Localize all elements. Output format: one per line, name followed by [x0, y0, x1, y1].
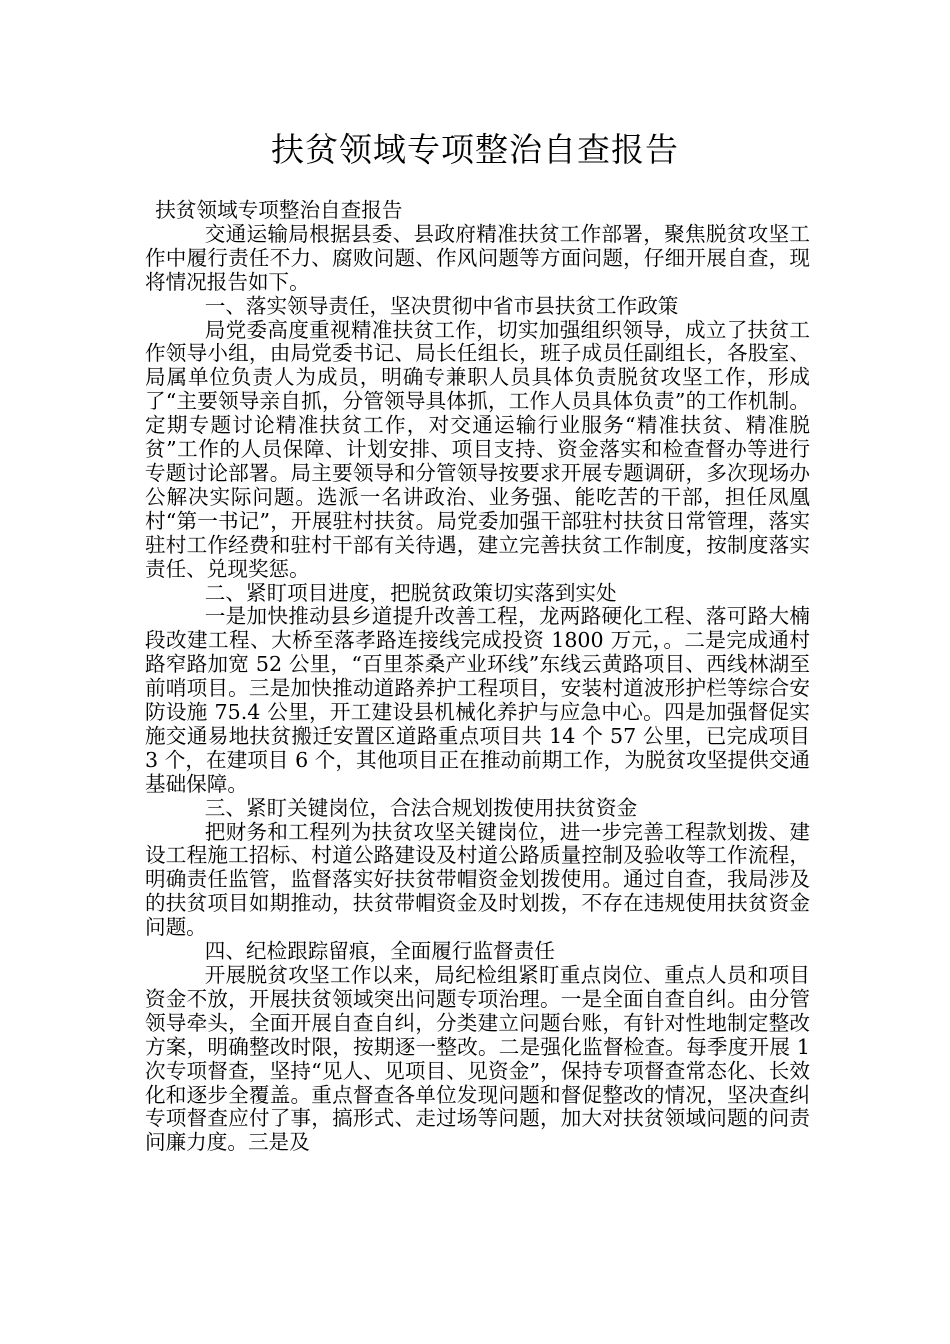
section-3-paragraph: 把财务和工程列为扶贫攻坚关键岗位，进一步完善工程款划拨、建设工程施工招标、村道公路建设及村道公路质量控制及验收等工作流程，明确责任监管，监督落实好扶贫带帽资金划拨使用。通过自查，我局涉及的扶贫项目如期推动，扶贫带帽资金及时划拨，不存在违规使用扶贫资金问题。 — [145, 819, 810, 940]
section-4-paragraph: 开展脱贫攻坚工作以来，局纪检组紧盯重点岗位、重点人员和项目资金不放，开展扶贫领域突出问题专项治理。一是全面自查自纠。由分管领导牵头，全面开展自查自纠，分类建立问题台账，有针对性地制定整改方案，明确整改时限，按期逐一整改。二是强化监督检查。每季度开展 1 次专项督查，坚持“见人、见项目、见资金”，保持专项督查常态化、长效化和逐步全覆盖。重点督查各单位发现问题和督促整改的情况，坚决查纠专项督查应付了事，搞形式、走过场等问题，加大对扶贫领域问题的问责问廉力度。三是及 — [145, 963, 810, 1155]
section-1-paragraph: 局党委高度重视精准扶贫工作，切实加强组织领导，成立了扶贫工作领导小组，由局党委书记、局长任组长，班子成员任副组长，各股室、局属单位负责人为成员，明确专兼职人员具体负责脱贫攻坚工作，形成了“主要领导亲自抓，分管领导具体抓，工作人员具体负责”的工作机制。定期专题讨论精准扶贫工作，对交通运输行业服务“精准扶贫、精准脱贫”工作的人员保障、计划安排、项目支持、资金落实和检查督办等进行专题讨论部署。局主要领导和分管领导按要求开展专题调研，多次现场办公解决实际问题。选派一名讲政治、业务强、能吃苦的干部，担任凤凰村“第一书记”，开展驻村扶贫。局党委加强干部驻村扶贫日常管理，落实驻村工作经费和驻村干部有关待遇，建立完善扶贫工作制度，按制度落实责任、兑现奖惩。 — [145, 317, 810, 581]
document-body — [145, 199, 810, 1155]
section-heading-4: 四、纪检跟踪留痕，全面履行监督责任 — [204, 939, 555, 964]
section-2-paragraph: 一是加快推动县乡道提升改善工程，龙两路硬化工程、落可路大楠段改建工程、大桥至落孝路连接线完成投资 1800 万元，。二是完成通村路窄路加宽 52 公里，“百里茶桑产业环线”东线云黄路项目、西线林湖至前哨项目。三是加快推动道路养护工程项目，安装村道波形护栏等综合安防设施 75.4 公里，开工建设县机械化养护与应急中心。四是加强督促实施交通易地扶贫搬迁安置区道路重点项目共 14 个 57 公里，已完成项目 3 个，在建项目 6 个，其他项目正在推动前期工作，为脱贫攻坚提供交通基础保障。 — [145, 604, 810, 796]
section-heading-1: 一、落实领导责任，坚决贯彻中省市县扶贫工作政策 — [204, 293, 679, 318]
document-title: 扶贫领域专项整治自查报告 — [271, 130, 679, 169]
section-heading-3: 三、紧盯关键岗位，合法合规划拨使用扶贫资金 — [204, 795, 638, 820]
document-subtitle: 扶贫领域专项整治自查报告 — [155, 198, 403, 222]
section-heading-2: 二、紧盯项目进度，把脱贫政策切实落到实处 — [204, 580, 617, 605]
intro-paragraph: 交通运输局根据县委、县政府精准扶贫工作部署，聚焦脱贫攻坚工作中履行责任不力、腐败问题、作风问题等方面问题，仔细开展自查，现将情况报告如下。 — [145, 221, 810, 294]
